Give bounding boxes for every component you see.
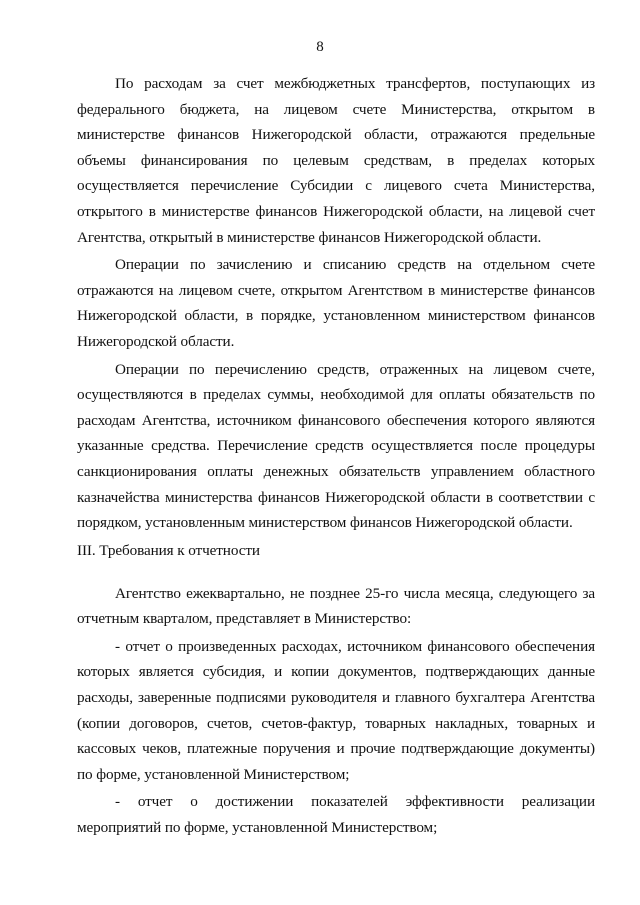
- paragraph-quarterly-reporting: Агентство ежеквартально, не позднее 25-го числа месяца, следующего за отчетным кварталом, представляет в Министерство:: [77, 584, 595, 628]
- list-item-expense-report: - отчет о произведенных расходах, источником финансового обеспечения которых является субсидия, и копии документов, подтверждающих данные расходы, заверенные подписями руководителя и главного бухгалтера Агентства (копии договоров, счетов, счетов-фактур, товарных накладных, товарных и кассовых чеков, платежные поручения и прочие подтверждающие документы) по форме, установленной Министерством;: [77, 637, 595, 783]
- paragraph-interbudget-transfers: По расходам за счет межбюджетных трансфертов, поступающих из федерального бюджета, на лицевом счете Министерства, открытом в министерстве финансов Нижегородской области, отражаются предельные объемы финансирования по целевым средствам, в пределах которых осуществляется перечисление Субсидии с лицевого счета Министерства, открытого в министерстве финансов Нижегородской области, на лицевой счет Агентства, открытый в министерстве финансов Нижегородской области.: [77, 75, 595, 246]
- paragraph-separate-account-operations: Операции по зачислению и списанию средств на отдельном счете отражаются на лицевом счете, открытом Агентством в министерстве финансов Нижегородской области, в порядке, установленном министерством финансов Нижегородской области.: [77, 256, 595, 350]
- document-body: [77, 71, 595, 841]
- section-heading: III. Требования к отчетности: [77, 541, 260, 559]
- page-number: 8: [316, 39, 324, 55]
- paragraph-transfer-operations: Операции по перечислению средств, отраженных на лицевом счете, осуществляются в пределах суммы, необходимой для оплаты обязательств по расходам Агентства, источником финансового обеспечения которого являются указанные средства. Перечисление средств осуществляется после процедуры санкционирования оплаты денежных обязательств управлением областного казначейства министерства финансов Нижегородской области в соответствии с порядком, установленным министерством финансов Нижегородской области.: [77, 360, 595, 532]
- list-item-efficiency-report: - отчет о достижении показателей эффективности реализации мероприятий по форме, установленной Министерством;: [77, 793, 595, 837]
